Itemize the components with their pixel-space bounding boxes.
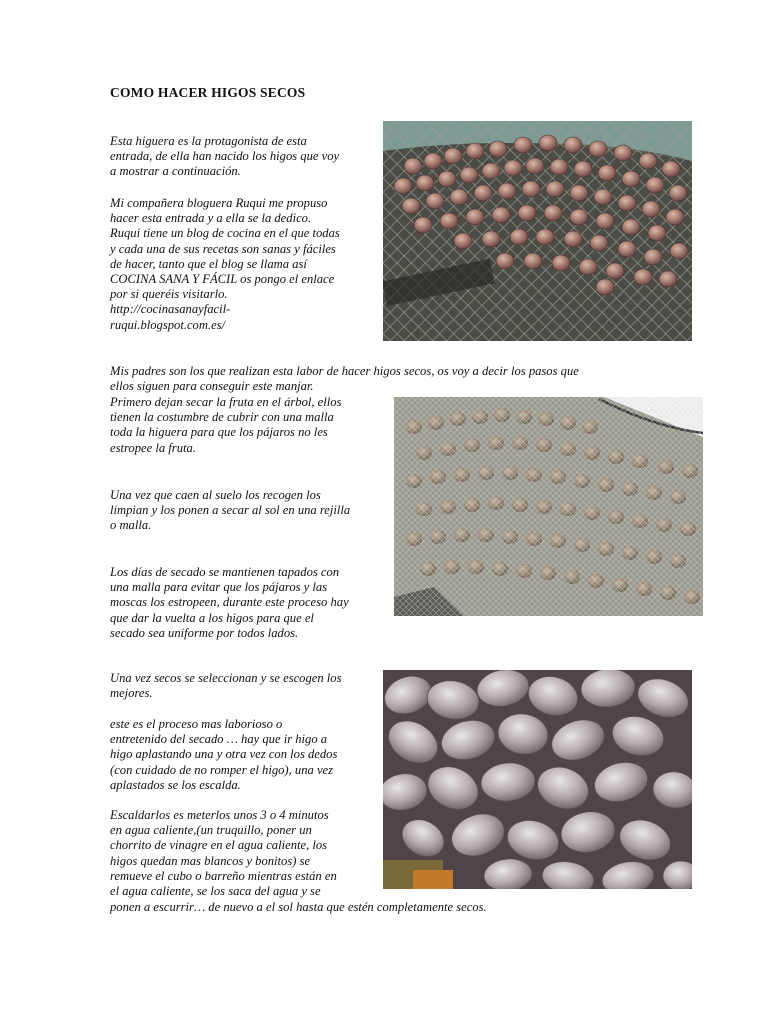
figs-on-wire-rack-photo — [383, 121, 692, 341]
dried-flattened-figs-photo — [383, 670, 692, 889]
final-drying-paragraph: ponen a escurrir… de nuevo a el sol hasta que estén completamente secos. — [110, 900, 487, 914]
drying-days-paragraph: Los días de secado se mantienen tapados con una malla para evitar que los pájaros y las moscas los estropeen, durante este proceso hay que dar la vuelta a los higos para que el secado sea uniforme por todos lados. — [110, 565, 349, 640]
intro-paragraph: Esta higuera es la protagonista de esta entrada, de ella han nacido los higos que voy a mostrar a continuación. — [110, 134, 340, 179]
dedication-paragraph: Mi compañera bloguera Ruqui me propuso hacer esta entrada y a ella se la dedico. Ruqui tiene un blog de cocina en el que todas y cada una de sus recetas son sanas y fáciles de hacer, tanto que el blog se llama así COCINA SANA Y FÁCIL os pongo el enlace por si queréis visitarlo. http://cocinasanayfacil- ruqui.blogspot.com.es/ — [110, 196, 340, 332]
selection-paragraph: Una vez secos se seleccionan y se escogen los mejores. — [110, 671, 342, 701]
flattening-paragraph: este es el proceso mas laborioso o entretenido del secado … hay que ir higo a higo aplastando una y otra vez con los dedos (con cuidado de no romper el higo), una vez aplastados se los escalda. — [110, 717, 338, 792]
page-title: COMO HACER HIGOS SECOS — [110, 85, 306, 100]
drying-tree-paragraph: Primero dejan secar la fruta en el árbol, ellos tienen la costumbre de cubrir con una malla toda la higuera para que los pájaros no les estropee la fruta. — [110, 395, 342, 455]
scalding-paragraph: Escaldarlos es meterlos unos 3 o 4 minutos en agua caliente,(un truquillo, poner un chorrito de vinagre en el agua caliente, los higos quedan mas blancos y bonitos) se remueve el cubo o barreño mientras están en el agua caliente, se los saca del agua y se — [110, 808, 337, 899]
parents-paragraph: Mis padres son los que realizan esta labor de hacer higos secos, os voy a decir los pasos que ellos siguen para conseguir este manjar. — [110, 364, 579, 394]
collecting-paragraph: Una vez que caen al suelo los recogen los limpian y los ponen a secar al sol en una rejilla o malla. — [110, 488, 351, 533]
figs-under-net-photo — [394, 397, 703, 616]
